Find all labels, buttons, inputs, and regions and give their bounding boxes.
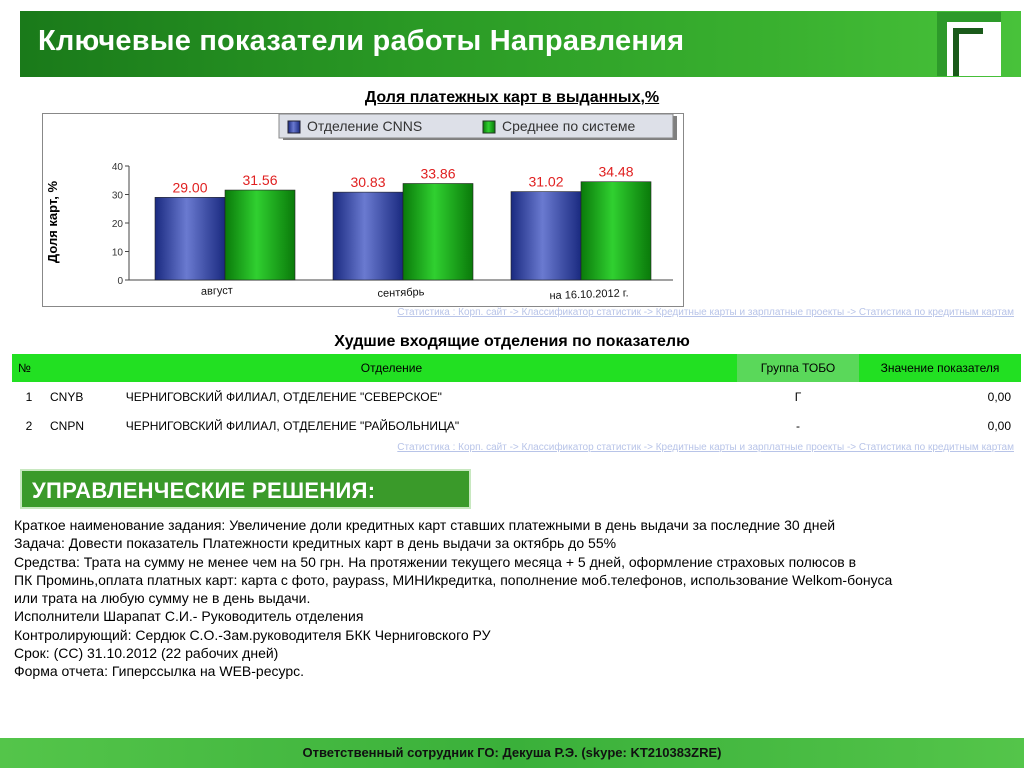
bar-cnns [155,197,225,280]
bar-value-label: 33.86 [420,165,456,182]
bar-value-label: 31.56 [242,172,278,189]
x-category-label: август [200,284,234,298]
row-group: Г [794,389,802,404]
table-row [12,411,1021,440]
row-no: 2 [25,418,33,433]
y-tick-label: 10 [111,247,123,259]
row-name: ЧЕРНИГОВСКИЙ ФИЛИАЛ, ОТДЕЛЕНИЕ "РАЙБОЛЬНИЦА" [125,418,460,433]
legend-label-cnns: Отделение CNNS [307,118,423,134]
table-source-link[interactable]: Статистика : Корп. сайт -> Классификатор статистик -> Кредитные карты и зарплатные проекты -> Статистика по кредитным картам [397,442,1014,453]
x-category-label: сентябрь [377,286,425,300]
legend-swatch-cnns [288,121,300,133]
bank-logo [937,12,1001,76]
detail-line: или трата на любую сумму не в день выдачи. [14,590,311,607]
detail-line: ПК Проминь,оплата платных карт: карта с фото, paypass, МИНИкредитка, пополнение моб.телефонов, использование Welkom-бонуса [14,571,893,588]
footer-bar [0,738,1024,768]
row-code: CNYB [50,389,84,404]
chart-title: Доля платежных карт в выданных,% [364,89,660,106]
y-tick-label: 0 [117,276,123,287]
row-group: - [796,418,800,433]
page-title: Ключевые показатели работы Направления [38,25,685,57]
y-tick-label: 20 [111,219,123,230]
row-value: 0,00 [987,418,1011,433]
x-category-label: на 16.10.2012 г. [549,287,629,303]
header-group: Группа ТОБО [737,354,859,382]
detail-line: Исполнители Шарапат С.И.- Руководитель отделения [14,608,364,625]
decisions-banner [20,469,471,509]
bar-cnns [333,192,403,280]
table-title: Худшие входящие отделения по показателю [334,333,690,350]
bar-value-label: 30.83 [350,174,386,191]
detail-line: Задача: Довести показатель Платежности кредитных карт в день выдачи за октябрь до 55% [14,535,617,552]
bar-system [403,183,473,280]
bar-value-label: 31.02 [528,173,564,190]
bar-value-label: 34.48 [598,163,634,180]
footer-text: Ответственный сотрудник ГО: Декуша Р.Э. (skype: KT210383ZRE) [302,745,722,760]
bar-system [581,182,651,280]
row-value: 0,00 [987,389,1011,404]
table-row [12,382,1021,411]
header-dept: Отделение [46,354,737,382]
detail-line: Срок: (СС) 31.10.2012 (22 рабочих дней) [14,645,279,662]
y-tick-label: 30 [111,190,123,202]
detail-line: Контролирующий: Сердюк С.О.-Зам.руководителя БКК Черниговского РУ [14,626,491,643]
chart-source-link[interactable]: Статистика : Корп. сайт -> Классификатор статистик -> Кредитные карты и зарплатные проекты -> Статистика по кредитным картам [397,307,1014,318]
bar-chart [43,114,683,306]
header-no: № [12,354,46,382]
bar-system [225,190,295,280]
header-value: Значение показателя [859,354,1021,382]
decisions-title: УПРАВЛЕНЧЕСКИЕ РЕШЕНИЯ: [32,478,376,503]
detail-line: Средства: Трата на сумму не менее чем на 50 грн. На протяжении текущего месяца + 5 дней, оформление страховых полюсов в [14,553,857,570]
detail-line: Краткое наименование задания: Увеличение доли кредитных карт ставших платежными в день выдачи за последние 30 дней [14,517,836,533]
row-code: CNPN [50,418,85,433]
row-no: 1 [25,389,33,404]
header-bar [20,11,1021,77]
chart-frame [42,113,684,307]
row-name: ЧЕРНИГОВСКИЙ ФИЛИАЛ, ОТДЕЛЕНИЕ "СЕВЕРСКОЕ" [125,389,442,404]
bars-group [155,164,651,302]
legend-swatch-system [483,121,495,133]
bar-value-label: 29.00 [172,179,208,196]
table-header-row [12,354,1021,382]
detail-line: Форма отчета: Гиперссылка на WEB-ресурс. [14,663,305,680]
y-axis-label: Доля карт, % [45,180,60,264]
y-tick-label: 40 [111,162,123,173]
bar-cnns [511,192,581,280]
worst-branches-table [12,354,1021,440]
legend-label-system: Среднее по системе [502,118,636,134]
decisions-details [14,516,1014,681]
y-axis-ticks [112,162,129,287]
